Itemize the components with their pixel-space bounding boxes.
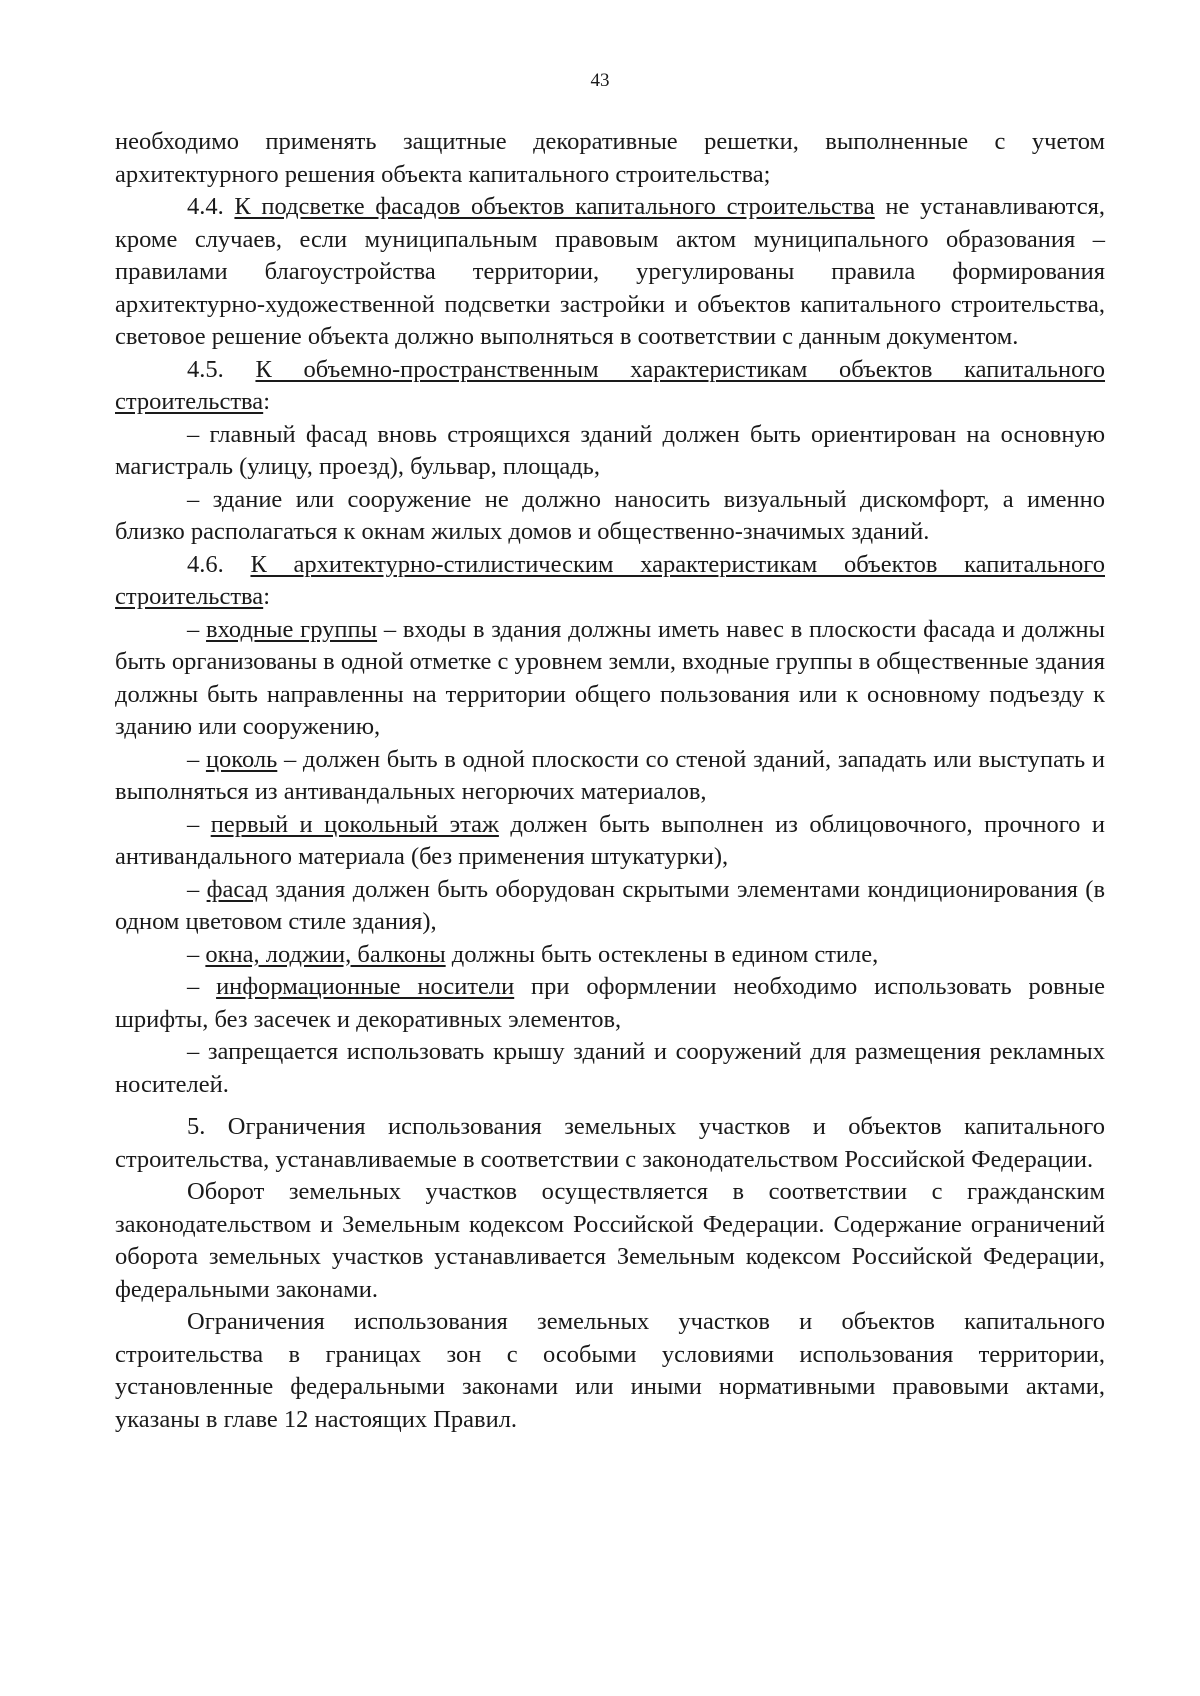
list-item-term: цоколь	[205, 745, 278, 773]
list-item: – здание или сооружение не должно наносить визуальный дискомфорт, а именно близко располагаться к окнам жилых домов и общественно-значимых зданий.	[115, 485, 1105, 545]
list-item-text: здания должен быть оборудован скрытыми элементами кондиционирования (в одном цветовом стиле здания),	[115, 875, 1106, 935]
paragraph-continuation: необходимо применять защитные декоративные решетки, выполненные с учетом архитектурного решения объекта капитального строительства;	[115, 128, 1105, 188]
list-item-text: должны быть остеклены в едином стиле,	[445, 940, 879, 968]
dash: –	[187, 810, 211, 838]
list-item	[115, 614, 1105, 744]
clause-text: :	[263, 583, 270, 610]
clause-text: :	[263, 388, 270, 415]
paragraph-4-6	[115, 549, 1105, 614]
list-item-text: – входы в здания должны иметь навес в плоскости фасада и должны быть организованы в одной отметке с уровнем земли, входные группы в общественные здания должны быть направленны на территории общего пользования или к основному подъезду к зданию или сооружению,	[115, 615, 1106, 740]
clause-heading: К объемно-пространственным характеристикам объектов капитального строительства	[115, 355, 1106, 415]
list-item-text: должен быть выполнен из облицовочного, прочного и антивандального материала (без применения штукатурки),	[115, 810, 1105, 870]
clause-number: 4.4.	[187, 193, 235, 220]
paragraph: Оборот земельных участков осуществляется в соответствии с гражданским законодательством и Земельным кодексом Российской Федерации. Содержание ограничений оборота земельных участков устанавливается Земельным кодексом Российской Федерации, федеральными законами.	[115, 1178, 1105, 1303]
dash: –	[187, 875, 207, 903]
list-item-term: окна, лоджии, балконы	[205, 940, 446, 968]
list-item	[115, 744, 1105, 809]
list-item-term: информационные носители	[216, 973, 515, 1000]
list-item-term: фасад	[206, 875, 268, 903]
dash: –	[187, 973, 217, 1000]
list-item	[115, 809, 1105, 874]
page-number: 43	[590, 70, 610, 91]
clause-text: не устанавливаются, кроме случаев, если муниципальным правовым актом муниципального образования – правилами благоустройства территории, урегулированы правила формирования архитектурно-художественной подсветки застройки и объектов капитального строительства, световое решение объекта должно выполняться в соответствии с данным документом.	[115, 193, 1106, 350]
clause-heading: К подсветке фасадов объектов капитального строительства	[234, 193, 875, 220]
list-item-text: – должен быть в одной плоскости со стеной зданий, западать или выступать и выполняться из антивандальных негорючих материалов,	[115, 745, 1105, 805]
dash: –	[187, 940, 206, 968]
list-item	[115, 939, 1105, 972]
list-item: – запрещается использовать крышу зданий и сооружений для размещения рекламных носителей.	[115, 1038, 1105, 1098]
paragraph-4-5	[115, 354, 1105, 419]
section-5-heading: 5. Ограничения использования земельных участков и объектов капитального строительства, устанавливаемые в соответствии с законодательством Российской Федерации.	[115, 1113, 1105, 1173]
paragraph: Ограничения использования земельных участков и объектов капитального строительства в границах зон с особыми условиями использования территории, установленные федеральными законами или иными нормативными правовыми актами, указаны в главе 12 настоящих Правил.	[115, 1308, 1105, 1433]
list-item-term: первый и цокольный этаж	[210, 810, 499, 838]
document-body	[115, 126, 1105, 1436]
clause-number: 4.6.	[187, 550, 251, 578]
dash: –	[187, 615, 207, 643]
paragraph-4-4	[115, 191, 1105, 354]
list-item	[115, 971, 1105, 1036]
list-item-term: входные группы	[206, 615, 378, 643]
dash: –	[187, 745, 206, 773]
clause-number: 4.5.	[187, 355, 256, 383]
list-item-text: при оформлении необходимо использовать ровные шрифты, без засечек и декоративных элементов,	[115, 973, 1105, 1033]
list-item: – главный фасад вновь строящихся зданий должен быть ориентирован на основную магистраль (улицу, проезд), бульвар, площадь,	[115, 420, 1105, 480]
clause-heading: К архитектурно-стилистическим характеристикам объектов капитального строительства	[115, 550, 1105, 610]
list-item	[115, 874, 1105, 939]
